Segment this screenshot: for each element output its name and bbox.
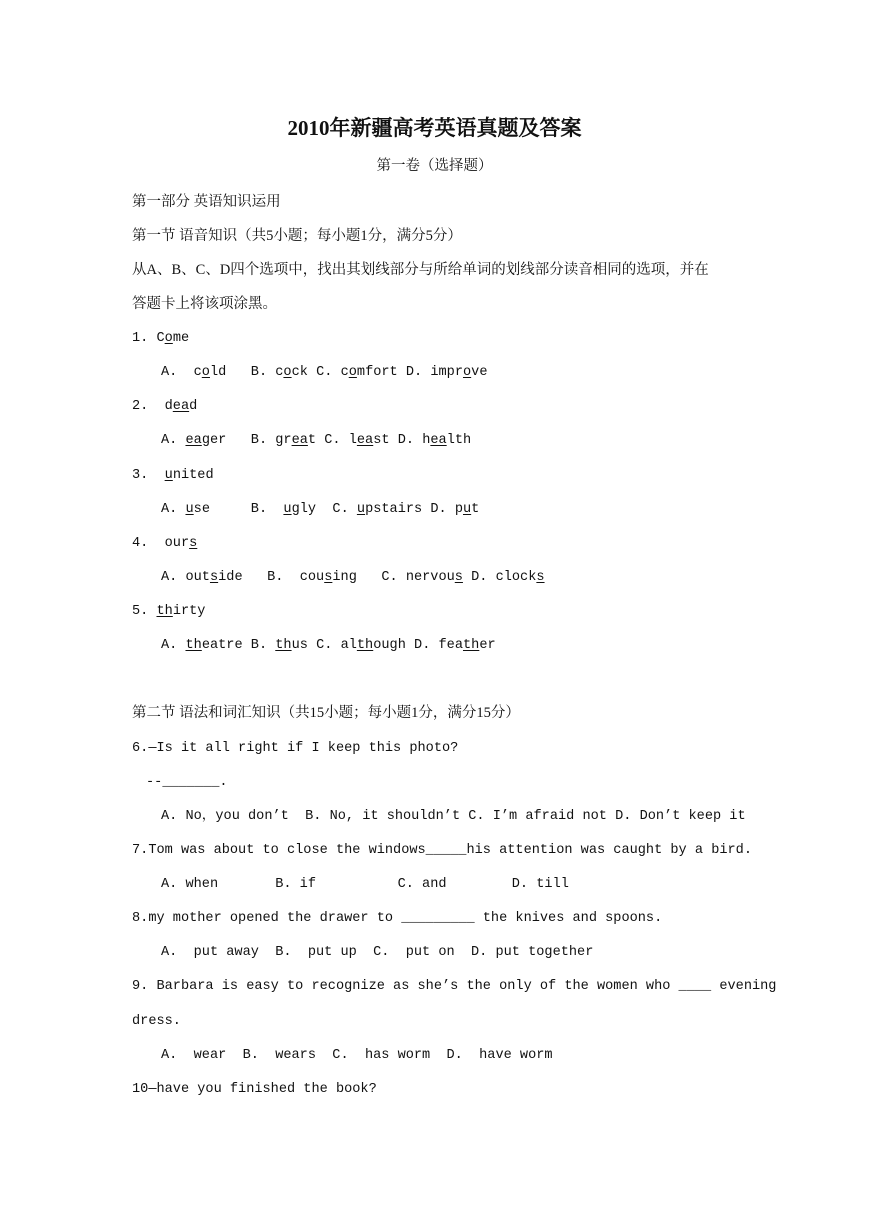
question-9-options: A. wear B. wears C. has worm D. have worm <box>161 1048 553 1063</box>
question-1-options: A. cold B. cock C. comfort D. improve <box>161 365 488 380</box>
question-4-options: A. outside B. cousing C. nervous D. clocks <box>161 570 545 585</box>
part1-heading: 第一部分 英语知识运用 <box>132 194 281 210</box>
question-7-stem: 7.Tom was about to close the windows_____his attention was caught by a bird. <box>132 843 752 858</box>
question-9-stem-line1: 9. Barbara is easy to recognize as she’s the only of the women who ____ evening <box>132 979 777 994</box>
section1-instruction-line2: 答题卡上将该项涂黑。 <box>132 296 277 312</box>
question-2-stem: 2. dead <box>132 399 198 414</box>
question-3-stem: 3. united <box>132 468 214 483</box>
section2-heading: 第二节 语法和词汇知识（共15小题；每小题1分，满分15分） <box>132 705 520 721</box>
volume-subtitle: 第一卷（选择题） <box>376 158 493 174</box>
question-6-reply: --_______. <box>146 775 228 790</box>
question-4-stem: 4. ours <box>132 536 198 551</box>
question-1-stem: 1. Come <box>132 331 190 346</box>
page-title: 2010年新疆高考英语真题及答案 <box>287 116 582 140</box>
question-2-options: A. eager B. great C. least D. health <box>161 433 472 448</box>
question-8-stem: 8.my mother opened the drawer to _________ the knives and spoons. <box>132 911 663 926</box>
question-8-options: A. put away B. put up C. put on D. put together <box>161 945 594 960</box>
question-10-stem: 10—have you finished the book? <box>132 1082 377 1097</box>
question-6-stem: 6.—Is it all right if I keep this photo? <box>132 741 459 756</box>
section1-heading: 第一节 语音知识（共5小题；每小题1分，满分5分） <box>132 228 462 244</box>
question-7-options: A. when B. if C. and D. till <box>161 877 569 892</box>
question-5-options: A. theatre B. thus C. although D. feather <box>161 638 496 653</box>
question-3-options: A. use B. ugly C. upstairs D. put <box>161 502 480 517</box>
section1-instruction-line1: 从A、B、C、D四个选项中，找出其划线部分与所给单词的划线部分读音相同的选项，并在 <box>132 262 709 278</box>
question-6-options: A. No，you don’t B. No, it shouldn’t C. I’m afraid not D. Don’t keep it <box>161 809 746 824</box>
question-5-stem: 5. thirty <box>132 604 206 619</box>
question-9-stem-line2: dress. <box>132 1014 181 1029</box>
